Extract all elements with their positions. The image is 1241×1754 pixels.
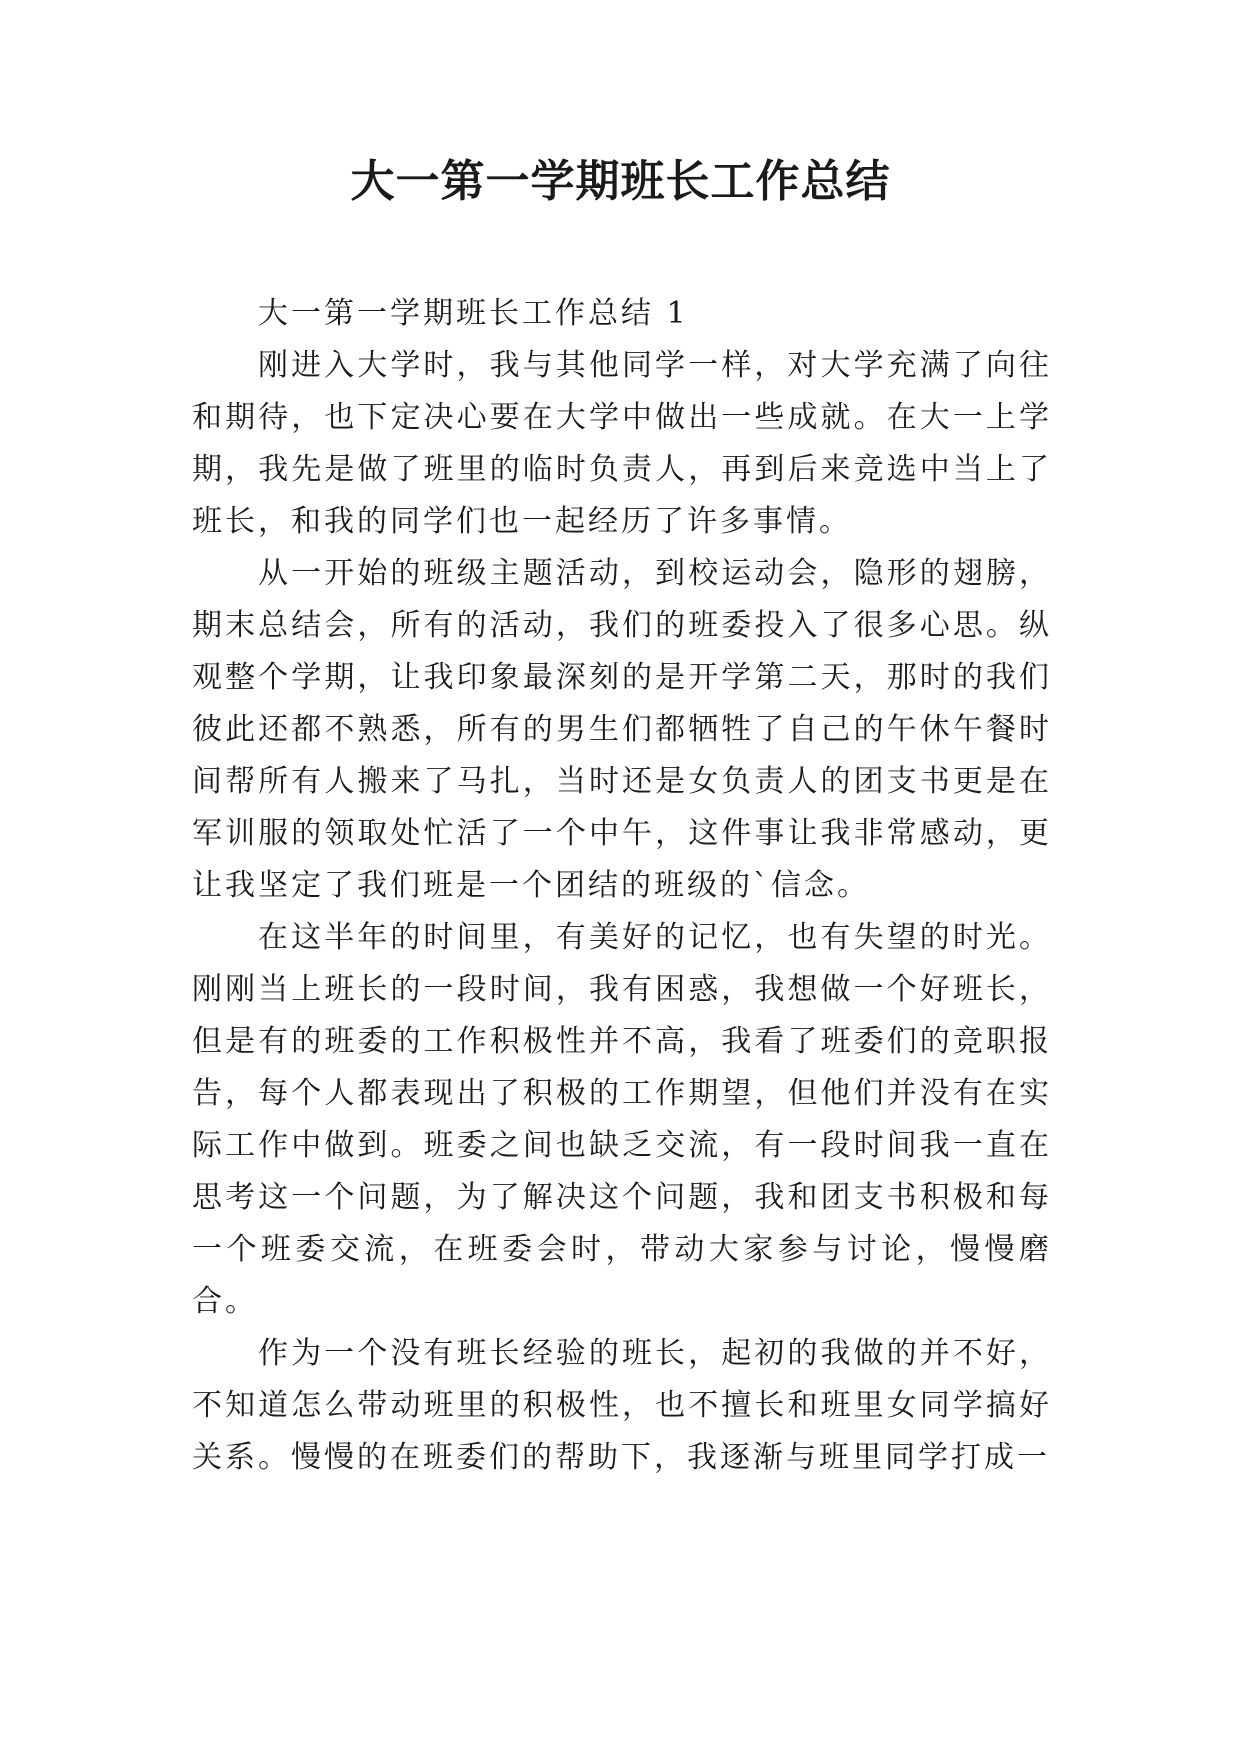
section-heading: 大一第一学期班长工作总结 1 <box>258 296 689 331</box>
paragraph-3: 在这半年的时间里，有美好的记忆，也有失望的时光。刚刚当上班长的一段时间，我有困惑，我想做一个好班长，但是有的班委的工作积极性并不高，我看了班委们的竞职报告，每个人都表现出了积极的工作期望，但他们并没有在实际工作中做到。班委之间也缺乏交流，有一段时间我一直在思考这一个问题，为了解决这个问题，我和团支书积极和每一个班委交流，在班委会时，带动大家参与讨论，慢慢磨合。 <box>192 920 1052 1319</box>
document-title: 大一第一学期班长工作总结 <box>350 156 891 207</box>
paragraph-1: 刚进入大学时，我与其他同学一样，对大学充满了向往和期待，也下定决心要在大学中做出一些成就。在大一上学期，我先是做了班里的临时负责人，再到后来竞选中当上了班长，和我的同学们也一起经历了许多事情。 <box>192 348 1052 539</box>
paragraph-4: 作为一个没有班长经验的班长，起初的我做的并不好，不知道怎么带动班里的积极性，也不擅长和班里女同学搞好关系。慢慢的在班委们的帮助下，我逐渐与班里同学打成一 <box>192 1336 1052 1475</box>
document-body <box>192 288 1052 1484</box>
paragraph-2: 从一开始的班级主题活动，到校运动会，隐形的翅膀，期末总结会，所有的活动，我们的班委投入了很多心思。纵观整个学期，让我印象最深刻的是开学第二天，那时的我们彼此还都不熟悉，所有的男生们都牺牲了自己的午休午餐时间帮所有人搬来了马扎，当时还是女负责人的团支书更是在军训服的领取处忙活了一个中午，这件事让我非常感动，更让我坚定了我们班是一个团结的班级的`信念。 <box>192 556 1052 903</box>
